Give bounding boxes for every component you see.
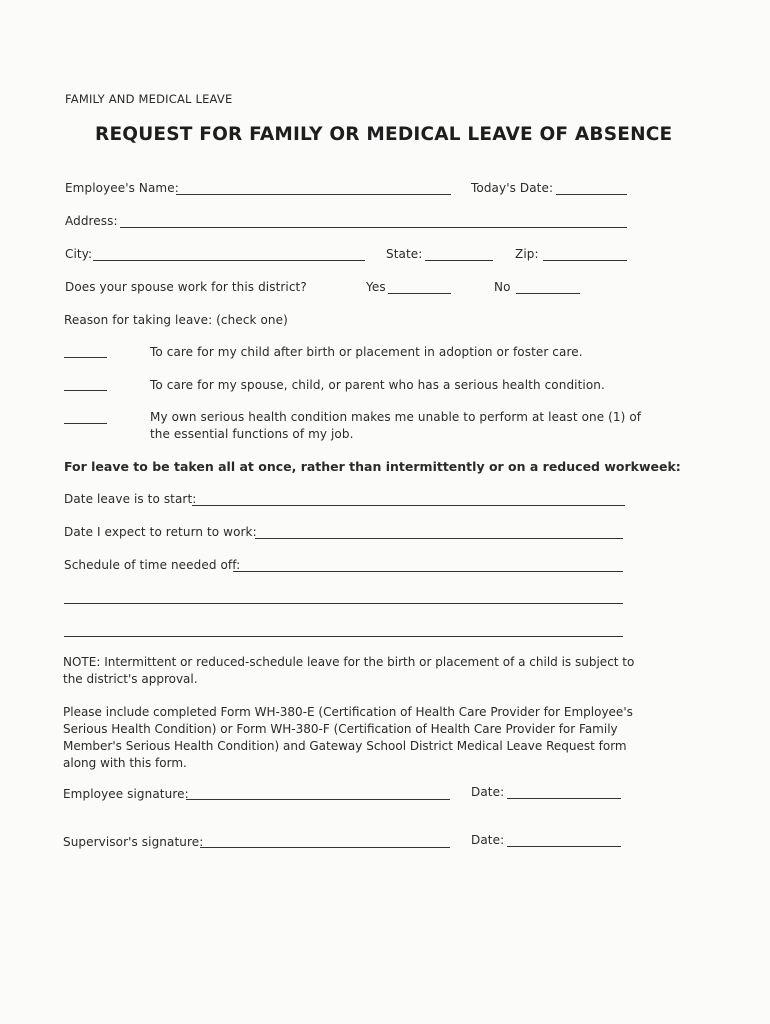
todays-date-field[interactable] (556, 194, 627, 195)
employee-name-label: Employee's Name: (65, 181, 179, 195)
supervisor-signature-field[interactable] (200, 847, 450, 848)
leave-heading: For leave to be taken all at once, rather than intermittently or on a reduced workweek: (64, 459, 681, 474)
city-field[interactable] (93, 260, 365, 261)
schedule-label: Schedule of time needed off: (64, 558, 241, 572)
spouse-yes-field[interactable] (388, 293, 451, 294)
schedule-field[interactable] (233, 571, 623, 572)
reason-3-text-line2: the essential functions of my job. (150, 427, 354, 441)
employee-signature-date-field[interactable] (507, 798, 621, 799)
include-forms-text: Please include completed Form WH-380-E (Certification of Health Care Provider for Employee's Serious Health Condition) or Form WH-380-F (Certification of Health Care Provider for Family Member's Serious Health Condition) and Gateway School District Medical Leave Request form along with this form. (63, 705, 633, 770)
zip-label: Zip: (515, 247, 539, 261)
employee-signature-date-label: Date: (471, 785, 505, 799)
schedule-extra-line-2[interactable] (64, 636, 623, 637)
state-field[interactable] (425, 260, 493, 261)
form-header: FAMILY AND MEDICAL LEAVE (65, 92, 233, 106)
employee-name-field[interactable] (176, 194, 451, 195)
spouse-yes-label: Yes (366, 280, 386, 294)
start-date-field[interactable] (192, 505, 625, 506)
reason-3-checkbox[interactable] (64, 423, 107, 424)
schedule-extra-line-1[interactable] (64, 603, 623, 604)
reason-1-checkbox[interactable] (64, 357, 107, 358)
todays-date-label: Today's Date: (471, 181, 554, 195)
employee-signature-label: Employee signature: (63, 787, 189, 801)
employee-signature-field[interactable] (186, 799, 450, 800)
city-label: City: (65, 247, 93, 261)
reason-3-text-line1: My own serious health condition makes me unable to perform at least one (1) of (150, 410, 642, 424)
reason-2-text: To care for my spouse, child, or parent who has a serious health condition. (150, 378, 605, 392)
return-date-field[interactable] (255, 538, 623, 539)
spouse-question: Does your spouse work for this district? (65, 280, 307, 294)
spouse-no-label: No (494, 280, 511, 294)
supervisor-signature-label: Supervisor's signature: (63, 835, 204, 849)
reason-2-checkbox[interactable] (64, 390, 107, 391)
note-text: NOTE: Intermittent or reduced-schedule leave for the birth or placement of a child is subject to the district's approval. (63, 655, 635, 686)
zip-field[interactable] (543, 260, 627, 261)
reason-label: Reason for taking leave: (check one) (64, 313, 288, 327)
supervisor-signature-date-label: Date: (471, 833, 505, 847)
form-title: REQUEST FOR FAMILY OR MEDICAL LEAVE OF ABSENCE (95, 124, 673, 145)
address-field[interactable] (120, 227, 627, 228)
start-date-label: Date leave is to start: (64, 492, 197, 506)
supervisor-signature-date-field[interactable] (507, 846, 621, 847)
state-label: State: (386, 247, 423, 261)
return-date-label: Date I expect to return to work: (64, 525, 257, 539)
spouse-no-field[interactable] (516, 293, 580, 294)
reason-1-text: To care for my child after birth or placement in adoption or foster care. (150, 345, 583, 359)
address-label: Address: (65, 214, 118, 228)
